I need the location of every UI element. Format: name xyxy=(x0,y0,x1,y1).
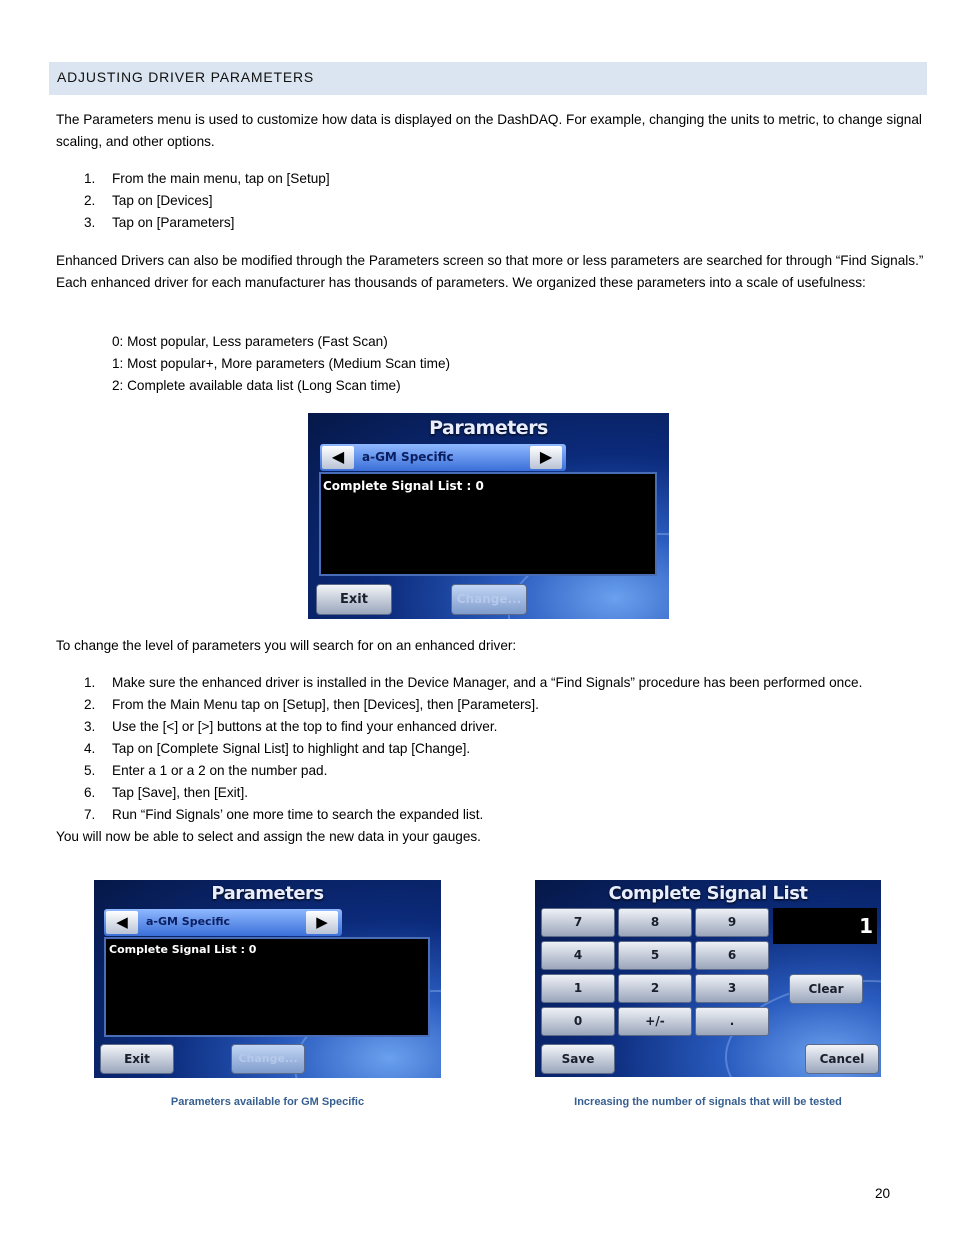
list-item: 4. Tap on [Complete Signal List] to highlight and tap [Change]. xyxy=(84,741,471,756)
signal-list-box xyxy=(319,472,657,576)
list-item: 2. From the Main Menu tap on [Setup], then [Devices], then [Parameters]. xyxy=(84,697,539,712)
exit-button: Exit xyxy=(100,1044,174,1074)
list-item: 2. Tap on [Devices] xyxy=(84,193,213,208)
key-1: 1 xyxy=(541,974,615,1003)
levels-list xyxy=(112,331,450,397)
signal-text: Complete Signal List : 0 xyxy=(323,479,484,493)
list-item: 1. Make sure the enhanced driver is installed in the Device Manager, and a “Find Signals” procedure has been performed once. xyxy=(84,675,863,690)
selector-label: a-GM Specific xyxy=(146,915,231,928)
section-heading: ADJUSTING DRIVER PARAMETERS xyxy=(57,69,315,85)
list-item: 3. Tap on [Parameters] xyxy=(84,215,235,230)
key-2: 2 xyxy=(618,974,692,1003)
list-item: 6. Tap [Save], then [Exit]. xyxy=(84,785,249,800)
key-3: 3 xyxy=(695,974,769,1003)
list-item: 1. From the main menu, tap on [Setup] xyxy=(84,171,330,186)
driver-selector xyxy=(104,909,342,936)
signal-text: Complete Signal List : 0 xyxy=(109,943,257,956)
change-intro-paragraph: To change the level of parameters you will search for on an enhanced driver: xyxy=(56,638,517,653)
key-8: 8 xyxy=(618,908,692,937)
change-button: Change... xyxy=(451,584,527,615)
driver-selector xyxy=(320,444,566,471)
key-plus-minus: +/- xyxy=(618,1007,692,1036)
screen-title: Parameters xyxy=(429,417,548,439)
key-6: 6 xyxy=(695,941,769,970)
list-item: 3. Use the [<] or [>] buttons at the top to find your enhanced driver. xyxy=(84,719,498,734)
key-decimal: . xyxy=(695,1007,769,1036)
key-4: 4 xyxy=(541,941,615,970)
key-9: 9 xyxy=(695,908,769,937)
level-item: 1: Most popular+, More parameters (Medium Scan time) xyxy=(112,356,451,371)
left-arrow-icon: ◀ xyxy=(322,446,354,469)
exit-button: Exit xyxy=(316,584,392,615)
screen-title: Parameters xyxy=(211,883,324,904)
key-7: 7 xyxy=(541,908,615,937)
level-item: 2: Complete available data list (Long Scan time) xyxy=(112,378,401,393)
caption-left: Parameters available for GM Specific xyxy=(170,1096,365,1108)
save-button: Save xyxy=(541,1044,615,1074)
key-5: 5 xyxy=(618,941,692,970)
right-arrow-icon: ▶ xyxy=(306,911,338,934)
caption-right: Increasing the number of signals that will be tested xyxy=(574,1096,842,1108)
intro-paragraph: The Parameters menu is used to customize how data is displayed on the DashDAQ. For example, changing the units to metric, to change signal scaling, and other options. xyxy=(56,112,922,149)
number-display: 1 xyxy=(773,908,877,944)
right-arrow-icon: ▶ xyxy=(530,446,562,469)
signal-list-box xyxy=(104,937,430,1037)
enhanced-drivers-paragraph: Enhanced Drivers can also be modified through the Parameters screen so that more or less parameters are searched for through “Find Signals.” Each enhanced driver for each manufacturer has thousands of parameters. We organized these parameters into a scale of usefulness: xyxy=(56,253,924,290)
list-item: 5. Enter a 1 or a 2 on the number pad. xyxy=(84,763,328,778)
selector-label: a-GM Specific xyxy=(362,450,454,464)
steps-open-list xyxy=(84,168,330,234)
parameters-screen-image-small xyxy=(94,880,441,1078)
section-heading-bar xyxy=(49,62,927,95)
steps-change-list xyxy=(84,672,862,826)
left-arrow-icon: ◀ xyxy=(106,911,138,934)
keypad-screen-image xyxy=(535,880,881,1077)
closing-paragraph: You will now be able to select and assign the new data in your gauges. xyxy=(56,829,481,844)
key-0: 0 xyxy=(541,1007,615,1036)
clear-button: Clear xyxy=(789,974,863,1004)
screen-title: Complete Signal List xyxy=(608,883,808,904)
parameters-screen-image xyxy=(308,413,669,619)
page-number: 20 xyxy=(875,1186,891,1201)
cancel-button: Cancel xyxy=(805,1044,879,1074)
change-button: Change... xyxy=(231,1044,305,1074)
level-item: 0: Most popular, Less parameters (Fast Scan) xyxy=(112,334,388,349)
list-item: 7. Run “Find Signals’ one more time to search the expanded list. xyxy=(84,807,484,822)
